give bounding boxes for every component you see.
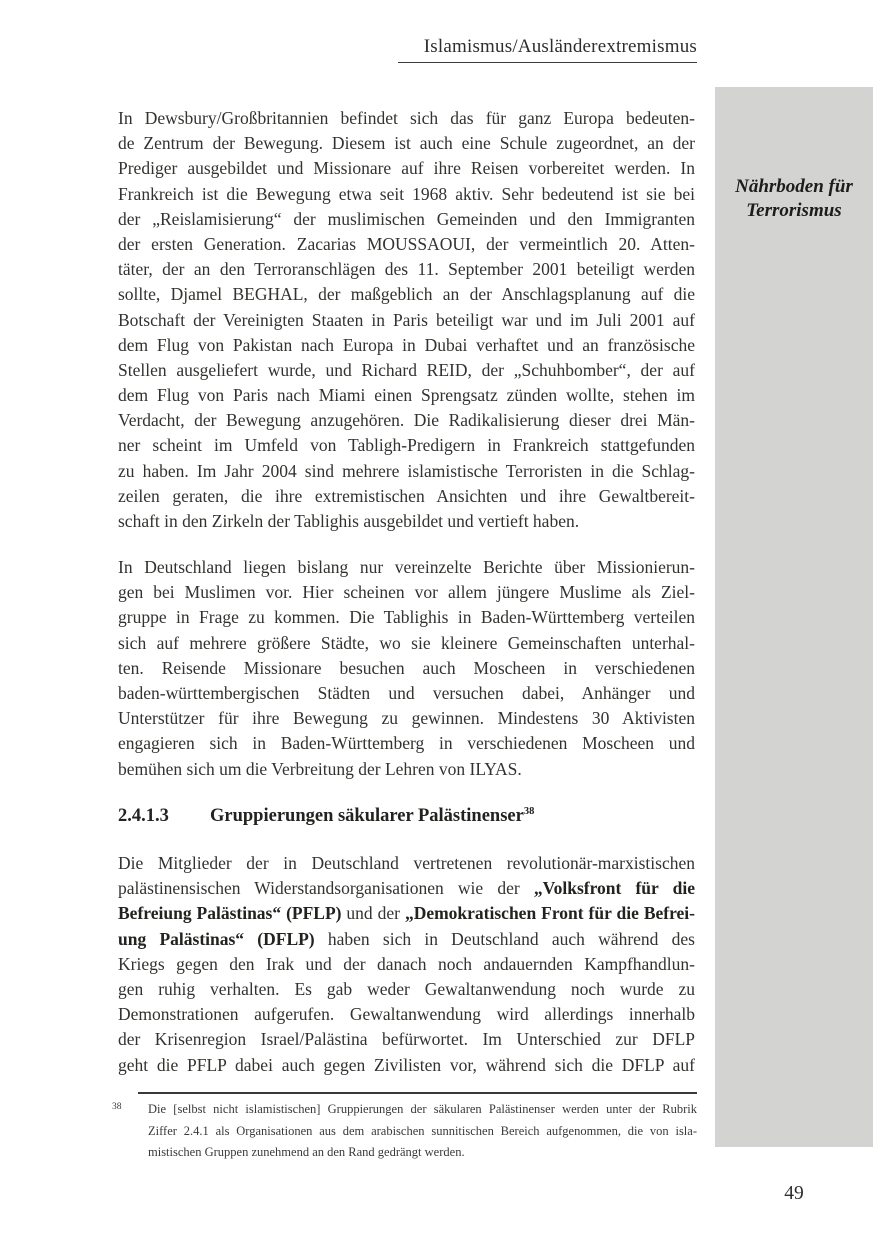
text-line	[118, 656, 695, 681]
text-segment: palästinensischen Widerstandsorganisationen wie der	[118, 878, 534, 899]
paragraph-tabligh-europe	[118, 106, 695, 534]
text-line	[118, 876, 695, 901]
footnote-text	[148, 1099, 697, 1164]
text-segment: dem Flug von Paris nach Miami einen Sprengsatz zünden wollte, stehen im	[118, 385, 695, 406]
text-segment: zeilen geraten, die ihre extremistischen Ansichten und ihre Gewaltbereit-	[118, 485, 695, 506]
text-line	[118, 207, 695, 232]
bold-text-segment: „Volksfront für die	[533, 878, 695, 899]
text-segment: baden-württembergischen Städten und versuchen dabei, Anhänger und	[118, 682, 695, 703]
text-segment: Ziffer 2.4.1 als Organisationen aus dem arabischen sunnitischen Bereich aufgenommen, die von isla-	[148, 1123, 697, 1138]
text-segment: Botschaft der Vereinigten Staaten in Paris beteiligt war und im Juli 2001 auf	[118, 309, 695, 330]
text-line	[118, 555, 695, 580]
text-segment: gen bei Muslimen vor. Hier scheinen vor allem jüngere Muslime als Ziel-	[118, 582, 695, 603]
text-segment: Verdacht, der Bewegung anzugehören. Die Radikalisierung dieser drei Män-	[118, 410, 695, 431]
text-line	[148, 1099, 697, 1121]
text-segment: Kriegs gegen den Irak und der danach noch andauernden Kampfhandlun-	[118, 953, 695, 974]
text-segment: zu haben. Im Jahr 2004 sind mehrere islamistische Terroristen in die Schlag-	[118, 460, 695, 481]
text-segment: mistischen Gruppen zunehmend an den Rand gedrängt werden.	[148, 1145, 465, 1159]
text-line	[118, 484, 695, 509]
text-line	[118, 308, 695, 333]
text-line	[118, 257, 695, 282]
footnote-separator	[138, 1092, 697, 1094]
text-line	[118, 358, 695, 383]
header-title: Islamismus/Ausländerextremismus	[423, 36, 697, 57]
text-line	[118, 977, 695, 1002]
text-line	[148, 1142, 697, 1164]
text-segment: dem Flug von Pakistan nach Europa in Dubai verhaftet und an französische	[118, 334, 695, 355]
text-segment: gen ruhig verhalten. Es gab weder Gewaltanwendung noch wurde zu	[118, 978, 695, 999]
text-line	[118, 459, 695, 484]
text-line	[118, 106, 695, 131]
footnote-marker: 38	[112, 1102, 122, 1112]
text-segment: sich auf mehrere größere Städte, wo sie kleinere Gemeinschaften unterhal-	[118, 632, 695, 653]
text-line	[118, 706, 695, 731]
text-segment: Die Mitglieder der in Deutschland vertretenen revolutionär-marxistischen	[118, 853, 695, 873]
heading-title: Gruppierungen säkularer Palästinenser	[210, 806, 524, 826]
text-line	[118, 952, 695, 977]
page-number: 49	[784, 1183, 804, 1204]
text-segment: geht die PFLP dabei auch gegen Zivilisten vor, während sich die DFLP auf	[118, 1054, 695, 1075]
paragraph-palestinian-groups	[118, 851, 695, 1078]
text-line	[118, 901, 695, 926]
text-line	[118, 509, 695, 534]
heading-number: 2.4.1.3	[118, 806, 169, 826]
text-line	[118, 851, 695, 876]
sidebar-note-box	[715, 87, 873, 1147]
bold-text-segment: Befreiung Palästinas“ (PFLP)	[118, 903, 342, 924]
text-segment: Frankreich ist die Bewegung etwa seit 1968 aktiv. Sehr bedeutend ist sie bei	[118, 183, 695, 204]
text-segment: de Zentrum der Bewegung. Diesem ist auch eine Schule zugeordnet, an der	[118, 133, 695, 154]
text-segment: und der	[341, 903, 405, 924]
text-segment: der „Reislamisierung“ der muslimischen Gemeinden und den Immigranten	[118, 208, 695, 229]
text-segment: Prediger ausgebildet und Missionare auf ihre Reisen vorbereitet werden. In	[118, 158, 695, 179]
text-segment: sollte, Djamel BEGHAL, der maßgeblich an der Anschlagsplanung auf die	[118, 284, 695, 305]
text-line	[118, 580, 695, 605]
text-line	[118, 282, 695, 307]
text-line	[118, 631, 695, 656]
text-segment: In Deutschland liegen bislang nur vereinzelte Berichte über Missionierun-	[118, 557, 695, 577]
text-segment: gruppe in Frage zu kommen. Die Tablighis in Baden-Württemberg verteilen	[118, 607, 695, 628]
text-segment: Unterstützer für ihre Bewegung zu gewinnen. Mindestens 30 Aktivisten	[118, 708, 695, 729]
section-heading	[118, 803, 695, 829]
text-segment: ner scheint im Umfeld von Tabligh-Predigern in Frankreich stattgefunden	[118, 435, 695, 456]
heading-footnote-ref: 38	[523, 805, 535, 817]
text-line	[118, 232, 695, 257]
text-line	[118, 731, 695, 756]
text-segment: bemühen sich um die Verbreitung der Lehren von ILYAS.	[118, 758, 522, 779]
text-line	[118, 408, 695, 433]
text-line	[118, 182, 695, 207]
text-line	[118, 156, 695, 181]
text-segment: Demonstrationen aufgerufen. Gewaltanwendung wird allerdings innerhalb	[118, 1004, 695, 1025]
footnote	[112, 1099, 697, 1164]
text-segment: täter, der an den Terroranschlägen des 11. September 2001 beteiligt werden	[118, 259, 695, 280]
text-line	[118, 383, 695, 408]
text-segment: der ersten Generation. Zacarias MOUSSAOUI, der vermeintlich 20. Atten-	[118, 233, 695, 254]
text-segment: schaft in den Zirkeln der Tablighis ausgebildet und vertieft haben.	[118, 511, 580, 531]
bold-text-segment: ung Palästinas“ (DFLP)	[118, 928, 315, 949]
text-line	[118, 433, 695, 458]
text-line	[118, 605, 695, 630]
bold-text-segment: „Demokratischen Front für die Befrei-	[404, 903, 695, 924]
text-line	[118, 131, 695, 156]
text-line	[118, 681, 695, 706]
text-line	[118, 927, 695, 952]
text-segment: der Krisenregion Israel/Palästina befürwortet. Im Unterschied zur DFLP	[118, 1029, 695, 1050]
text-segment: engagieren sich in Baden-Württemberg in verschiedenen Moscheen und	[118, 733, 695, 754]
paragraph-tabligh-germany	[118, 555, 695, 782]
text-line	[148, 1121, 697, 1143]
page-header	[398, 36, 697, 63]
text-line	[118, 757, 695, 782]
text-segment: Die [selbst nicht islamistischen] Gruppierungen der säkularen Palästinenser werden unter der Rubrik	[148, 1102, 697, 1116]
text-line	[118, 333, 695, 358]
text-line	[118, 1002, 695, 1027]
text-line	[118, 1027, 695, 1052]
text-segment: haben sich in Deutschland auch während des	[314, 928, 695, 949]
sidebar-note-label: Nährboden für Terrorismus	[735, 176, 853, 221]
text-segment: ten. Reisende Missionare besuchen auch Moscheen in verschiedenen	[118, 657, 695, 678]
text-line	[118, 1053, 695, 1078]
text-segment: Stellen ausgeliefert wurde, und Richard REID, der „Schuhbomber“, der auf	[118, 359, 695, 380]
text-segment: In Dewsbury/Großbritannien befindet sich das für ganz Europa bedeuten-	[118, 108, 695, 128]
